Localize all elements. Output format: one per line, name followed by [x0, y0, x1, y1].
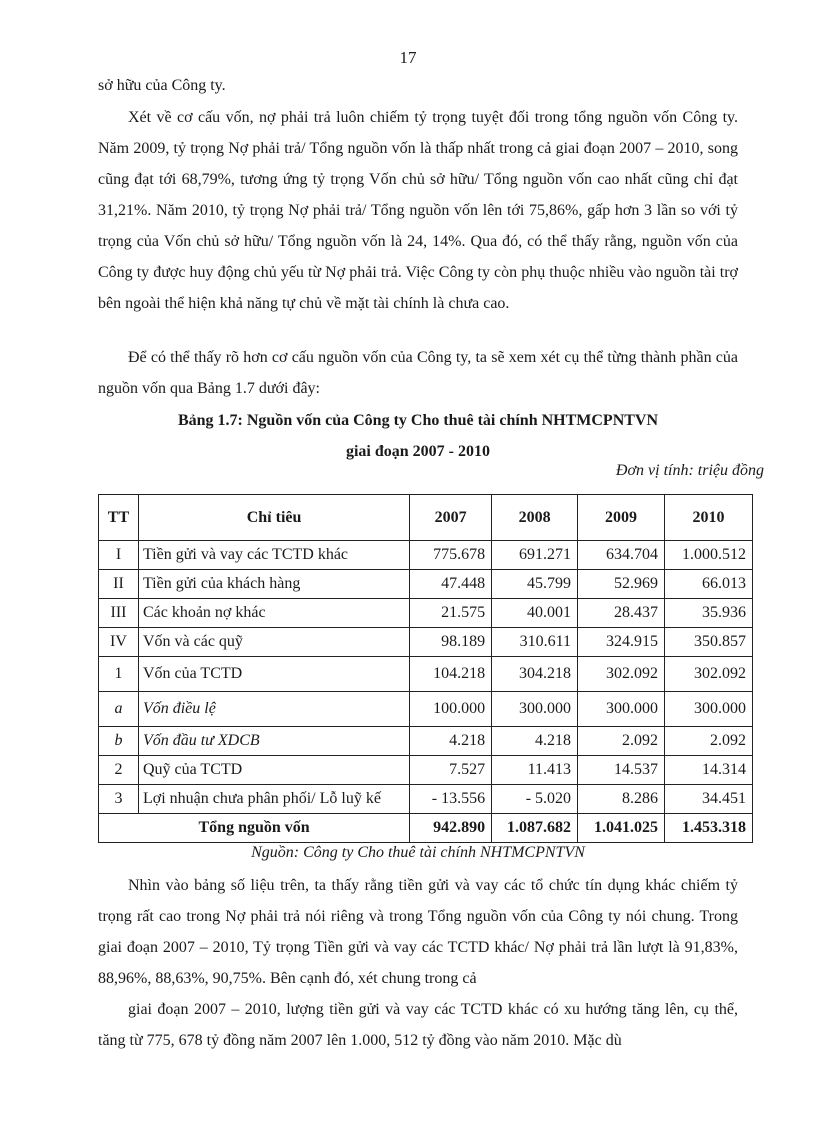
paragraph-capital-structure: Xét về cơ cấu vốn, nợ phải trả luôn chiếm tỷ trọng tuyệt đối trong tổng nguồn vốn Công ty. Năm 2009, tỷ trọng Nợ phải trả/ Tổng nguồn vốn là thấp nhất trong cả giai đoạn 2007 – 2010, song cũng đạt tới 68,79%, tương ứng tỷ trọng Vốn chủ sở hữu/ Tổng nguồn vốn cao nhất cũng chỉ đạt 31,21%. Năm 2010, tỷ trọng Nợ phải trả/ Tổng nguồn vốn lên tới 75,86%, gấp hơn 3 lần so với tỷ trọng của Vốn chủ sở hữu/ Tổng nguồn vốn là 24, 14%. Qua đó, có thể thấy rằng, nguồn vốn của Công ty được huy động chủ yếu từ Nợ phải trả. Việc Công ty còn phụ thuộc nhiều vào nguồn tài trợ bên ngoài thể hiện khả năng tự chủ về mặt tài chính là chưa cao. [98, 109, 738, 312]
header-2007: 2007 [410, 495, 492, 541]
header-indicator: Chỉ tiêu [138, 495, 409, 541]
total-value-2010: 1.453.318 [665, 814, 753, 843]
total-value-2009: 1.041.025 [578, 814, 665, 843]
table-header-row [99, 495, 753, 541]
row-value-2010: 2.092 [665, 727, 753, 756]
unit-note: Đơn vị tính: triệu đồng [615, 462, 764, 479]
row-value-2010: 302.092 [665, 657, 753, 692]
row-value-2010: 14.314 [665, 756, 753, 785]
row-label: Vốn của TCTD [138, 657, 409, 692]
page-number: 17 [399, 48, 417, 67]
row-tt: a [99, 692, 139, 727]
table-row [99, 570, 753, 599]
row-value-2010: 300.000 [665, 692, 753, 727]
header-2009: 2009 [578, 495, 665, 541]
row-value-2008: - 5.020 [492, 785, 578, 814]
row-label: Quỹ của TCTD [138, 756, 409, 785]
total-value-2008: 1.087.682 [492, 814, 578, 843]
row-value-2010: 34.451 [665, 785, 753, 814]
row-value-2010: 1.000.512 [665, 541, 753, 570]
table-row [99, 727, 753, 756]
row-value-2008: 310.611 [492, 628, 578, 657]
row-tt: III [99, 599, 139, 628]
row-value-2009: 52.969 [578, 570, 665, 599]
table-title-line2: giai đoạn 2007 - 2010 [345, 443, 490, 460]
row-value-2010: 350.857 [665, 628, 753, 657]
row-value-2007: 98.189 [410, 628, 492, 657]
row-label: Vốn điều lệ [138, 692, 409, 727]
row-label: Vốn đầu tư XDCB [138, 727, 409, 756]
row-value-2007: 100.000 [410, 692, 492, 727]
header-2010: 2010 [665, 495, 753, 541]
row-label: Các khoản nợ khác [138, 599, 409, 628]
row-value-2007: - 13.556 [410, 785, 492, 814]
header-tt: TT [99, 495, 139, 541]
row-value-2009: 2.092 [578, 727, 665, 756]
row-value-2007: 47.448 [410, 570, 492, 599]
row-value-2009: 28.437 [578, 599, 665, 628]
paragraph-table-intro: Để có thể thấy rõ hơn cơ cấu nguồn vốn của Công ty, ta sẽ xem xét cụ thể từng thành phần của nguồn vốn qua Bảng 1.7 dưới đây: [98, 349, 738, 397]
row-value-2009: 302.092 [578, 657, 665, 692]
paragraph-trend: giai đoạn 2007 – 2010, lượng tiền gửi và vay các TCTD khác có xu hướng tăng lên, cụ thể, tăng từ 775, 678 tỷ đồng năm 2007 lên 1.000, 512 tỷ đồng vào năm 2010. Mặc dù [98, 1001, 738, 1049]
row-tt: b [99, 727, 139, 756]
row-tt: I [99, 541, 139, 570]
table-row [99, 599, 753, 628]
table-row [99, 785, 753, 814]
table-row [99, 756, 753, 785]
row-value-2009: 14.537 [578, 756, 665, 785]
table-row [99, 628, 753, 657]
total-label: Tổng nguồn vốn [99, 814, 410, 843]
table-row [99, 657, 753, 692]
table-title-line1: Bảng 1.7: Nguồn vốn của Công ty Cho thuê tài chính NHTMCPNTVN [177, 412, 659, 429]
total-value-2007: 942.890 [410, 814, 492, 843]
table-row [99, 692, 753, 727]
table-total-row [99, 814, 753, 843]
table-source-note: Nguồn: Công ty Cho thuê tài chính NHTMCPNTVN [251, 844, 585, 861]
row-tt: 2 [99, 756, 139, 785]
row-tt: 1 [99, 657, 139, 692]
row-label: Tiền gửi của khách hàng [138, 570, 409, 599]
row-value-2008: 4.218 [492, 727, 578, 756]
row-tt: 3 [99, 785, 139, 814]
row-value-2008: 45.799 [492, 570, 578, 599]
row-value-2007: 7.527 [410, 756, 492, 785]
row-value-2009: 634.704 [578, 541, 665, 570]
row-value-2008: 11.413 [492, 756, 578, 785]
table-row [99, 541, 753, 570]
row-value-2007: 104.218 [410, 657, 492, 692]
row-label: Vốn và các quỹ [138, 628, 409, 657]
capital-sources-table [98, 494, 753, 843]
row-value-2008: 40.001 [492, 599, 578, 628]
row-value-2010: 66.013 [665, 570, 753, 599]
row-tt: II [99, 570, 139, 599]
paragraph-analysis: Nhìn vào bảng số liệu trên, ta thấy rằng tiền gửi và vay các tổ chức tín dụng khác chiếm tỷ trọng rất cao trong Nợ phải trả nói riêng và trong Tổng nguồn vốn của Công ty nói chung. Trong giai đoạn 2007 – 2010, Tỷ trọng Tiền gửi và vay các TCTD khác/ Nợ phải trả lần lượt là 91,83%, 88,96%, 88,63%, 90,75%. Bên cạnh đó, xét chung trong cả [98, 877, 738, 987]
row-value-2008: 691.271 [492, 541, 578, 570]
row-value-2009: 300.000 [578, 692, 665, 727]
paragraph-ownership-end: sở hữu của Công ty. [98, 77, 226, 94]
row-value-2007: 21.575 [410, 599, 492, 628]
row-value-2008: 304.218 [492, 657, 578, 692]
row-label: Lợi nhuận chưa phân phối/ Lỗ luỹ kế [138, 785, 409, 814]
row-value-2009: 8.286 [578, 785, 665, 814]
row-value-2010: 35.936 [665, 599, 753, 628]
row-label: Tiền gửi và vay các TCTD khác [138, 541, 409, 570]
row-value-2007: 775.678 [410, 541, 492, 570]
row-tt: IV [99, 628, 139, 657]
row-value-2009: 324.915 [578, 628, 665, 657]
header-2008: 2008 [492, 495, 578, 541]
row-value-2008: 300.000 [492, 692, 578, 727]
row-value-2007: 4.218 [410, 727, 492, 756]
